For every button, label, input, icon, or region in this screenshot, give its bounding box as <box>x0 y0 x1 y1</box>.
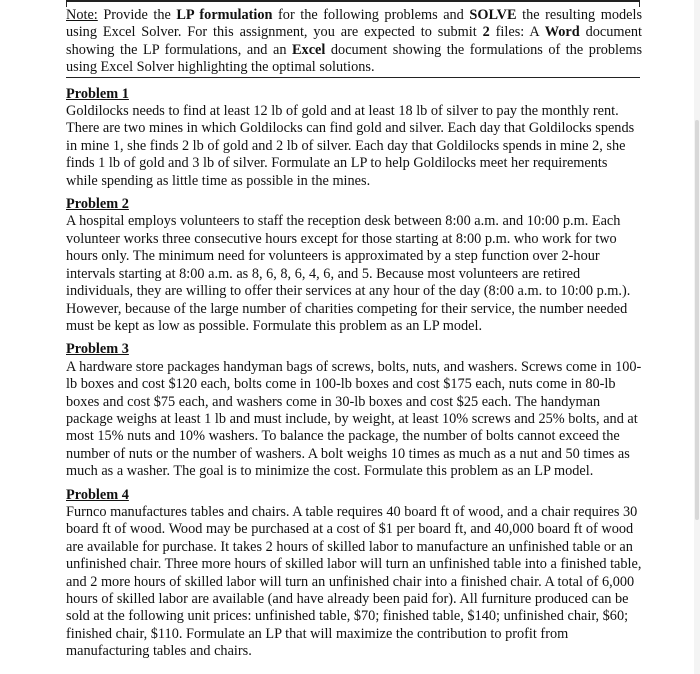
note-text-3: the resulting models using Excel Solver. For this assignment, you are expected to submit <box>66 7 643 41</box>
assignment-note <box>66 7 642 77</box>
top-border-tick-left <box>66 0 67 7</box>
note-text-4: files: A <box>489 24 545 41</box>
note-text-6: document showing the formulations of the problems <box>325 41 643 58</box>
document-content <box>66 7 642 667</box>
problem-1-body: Goldilocks needs to find at least 12 lb of gold and at least 18 lb of silver to pay the monthly rent. There are two mines in which Goldilocks can find gold and silver. Each day that Goldilocks spends in mine 1, she finds 2 lb of gold and 2 lb of silver. Each day that Goldilocks spends in mine 2, she finds 1 lb of gold and 3 lb of silver. Formulate an LP to help Goldilocks meet her requirements while spending as little time as possible in the mines. <box>66 103 635 189</box>
note-text-2: for the following problems and <box>272 7 470 23</box>
note-text-1: Provide the <box>97 7 177 23</box>
note-text-7: using Excel Solver highlighting the optimal solutions. <box>66 59 375 76</box>
problem-1-title: Problem 1 <box>66 85 129 102</box>
scrollbar[interactable] <box>694 0 700 674</box>
problem-3-body: A hardware store packages handyman bags of screws, bolts, nuts, and washers. Screws come in 100-lb boxes and cost $120 each, bolts come in 100-lb boxes and cost $175 each, nuts come in 80-lb boxes and cost $75 each, and washers come in 30-lb boxes and cost $25 each. The handyman package weighs at least 1 lb and must include, by weight, at least 10% screws and 25% bolts, and at most 15% nuts and 10% washers. To balance the package, the number of bolts cannot exceed the number of nuts or the number of washers. A bolt weighs 10 times as much as a nut and 50 times as much as a washer. The goal is to minimize the cost. Formulate this problem as an LP model. <box>66 358 642 480</box>
note-bold-lp-formulation: LP formulation <box>176 7 273 23</box>
problem-4 <box>66 487 642 661</box>
note-bold-word: Word <box>544 24 580 41</box>
note-label: Note: <box>66 7 98 23</box>
note-bold-file-count: 2 <box>482 24 490 41</box>
problem-1 <box>66 86 642 190</box>
problem-2-title: Problem 2 <box>66 196 129 213</box>
note-bold-solve: SOLVE <box>469 7 517 23</box>
problem-3-title: Problem 3 <box>66 341 129 358</box>
problem-3 <box>66 341 642 480</box>
scrollbar-thumb[interactable] <box>695 120 699 520</box>
top-border-rule <box>66 0 640 2</box>
problem-2 <box>66 196 642 335</box>
top-border-tick-right <box>639 0 640 7</box>
note-divider <box>66 77 640 78</box>
problem-2-body: A hospital employs volunteers to staff the reception desk between 8:00 a.m. and 10:00 p.m. Each volunteer works three consecutive hours except for those starting at 8:00 p.m. who work for two hours only. The minimum need for volunteers is approximated by a step function over 2-hour intervals starting at 8:00 a.m. as 8, 6, 8, 6, 4, 6, and 5. Because most volunteers are retired individuals, they are willing to offer their services at any hour of the day (8:00 a.m. to 10:00 p.m.). However, because of the large number of charities competing for their service, the number needed must be kept as low as possible. Formulate this problem as an LP model. <box>66 213 631 334</box>
problem-4-body: Furnco manufactures tables and chairs. A table requires 40 board ft of wood, and a chair requires 30 board ft of wood. Wood may be purchased at a cost of $1 per board ft, and 40,000 board ft of wood are available for purchase. It takes 2 hours of skilled labor to manufacture an unfinished table or an unfinished chair. Three more hours of skilled labor will turn an unfinished table into a finished table, and 2 more hours of skilled labor will turn an unfinished chair into a finished chair. A total of 6,000 hours of skilled labor are available (and have already been paid for). All furniture produced can be sold at the following unit prices: unfinished table, $70; finished table, $140; unfinished chair, $60; finished chair, $110. Formulate an LP that will maximize the contribution to profit from manufacturing tables and chairs. <box>66 503 642 660</box>
note-text-5: document showing the LP formulations, and an <box>66 24 643 58</box>
problem-4-title: Problem 4 <box>66 486 129 503</box>
note-bold-excel: Excel <box>292 41 326 58</box>
